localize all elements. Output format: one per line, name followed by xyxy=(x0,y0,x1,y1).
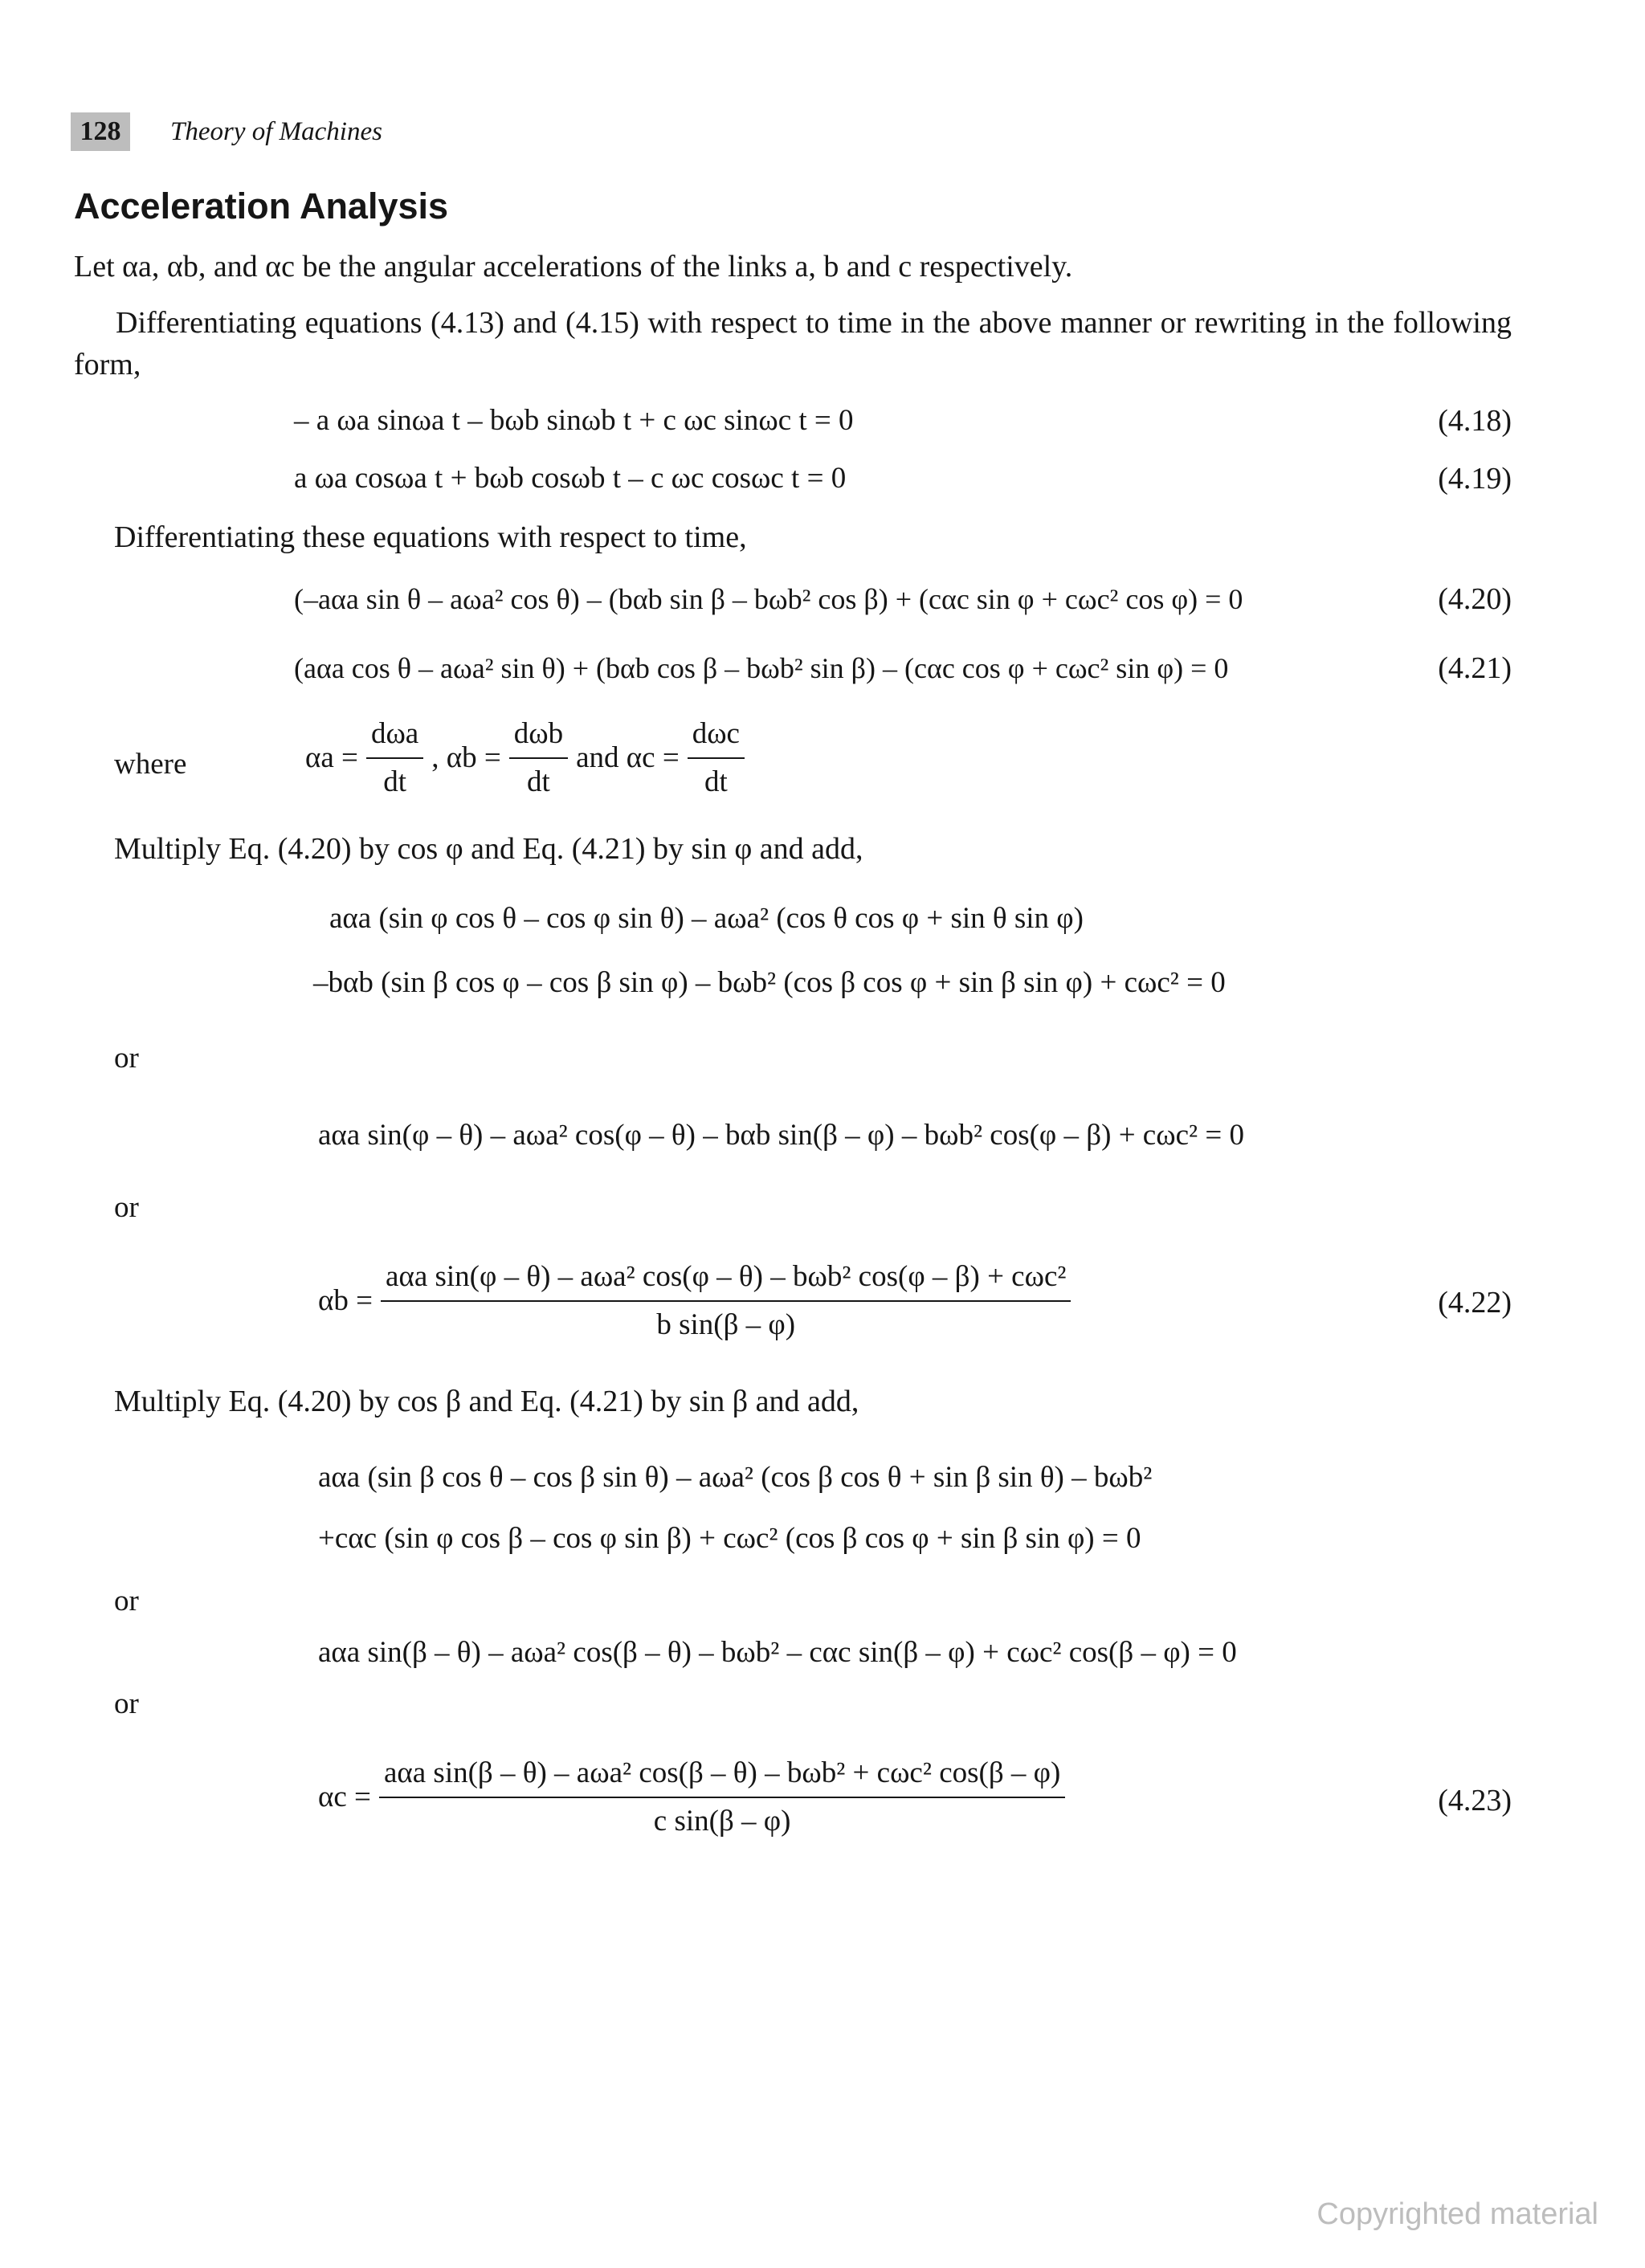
equation-number-4-19: (4.19) xyxy=(1438,462,1512,496)
fraction-alpha-c-result xyxy=(379,1752,1065,1842)
fraction-numerator: dωc xyxy=(688,713,745,759)
fraction-numerator: aαa sin(β – θ) – aωa² cos(β – θ) – bωb² + cωc² cos(β – φ) xyxy=(379,1752,1065,1798)
paragraph-differentiating-time: Differentiating these equations with respect to time, xyxy=(114,520,747,554)
fraction-alpha-a xyxy=(366,713,423,803)
derivative-definitions xyxy=(305,713,753,803)
equation-number-4-23: (4.23) xyxy=(1438,1784,1512,1817)
equation-multiplied-line1: aαa (sin φ cos θ – cos φ sin θ) – aωa² (cos θ cos φ + sin θ sin φ) xyxy=(329,902,1084,935)
fraction-denominator: dt xyxy=(383,765,406,798)
fraction-denominator: dt xyxy=(527,765,550,798)
equation-4-22 xyxy=(318,1256,1079,1346)
equation-number-4-22: (4.22) xyxy=(1438,1286,1512,1320)
fraction-denominator: b sin(β – φ) xyxy=(656,1308,796,1341)
equation-multiplied-line2: –bαb (sin β cos φ – cos β sin φ) – bωb² (cos β cos φ + sin β sin φ) + cωc² = 0 xyxy=(313,966,1226,999)
paragraph-multiply-cos-beta: Multiply Eq. (4.20) by cos β and Eq. (4.21) by sin β and add, xyxy=(114,1385,859,1418)
fraction-alpha-b-result xyxy=(381,1256,1071,1346)
or-label: or xyxy=(114,1191,139,1224)
fraction-numerator: dωb xyxy=(509,713,568,759)
equation-multiplied-line4: +cαc (sin φ cos β – cos φ sin β) + cωc² (cos β cos φ + sin β sin φ) = 0 xyxy=(318,1522,1141,1555)
equation-4-21: (aαa cos θ – aωa² sin θ) + (bαb cos β – bωb² sin β) – (cαc cos φ + cωc² sin φ) = 0 xyxy=(294,652,1229,684)
equation-simplified-2: aαa sin(β – θ) – aωa² cos(β – θ) – bωb² – cαc sin(β – φ) + cωc² cos(β – φ) = 0 xyxy=(318,1636,1237,1669)
where-label: where xyxy=(114,748,187,781)
equation-multiplied-line3: aαa (sin β cos θ – cos β sin θ) – aωa² (cos β cos θ + sin β sin θ) – bωb² xyxy=(318,1461,1153,1494)
alpha-b-result-lhs: αb = xyxy=(318,1284,373,1317)
page-number: 128 xyxy=(71,112,130,151)
equation-simplified-1: aαa sin(φ – θ) – aωa² cos(φ – θ) – bαb sin(β – φ) – bωb² cos(φ – β) + cωc² = 0 xyxy=(318,1119,1244,1152)
equation-4-20: (–aαa sin θ – aωa² cos θ) – (bαb sin β – bωb² cos β) + (cαc sin φ + cωc² cos φ) = 0 xyxy=(294,583,1243,615)
section-heading: Acceleration Analysis xyxy=(74,186,449,226)
equation-number-4-20: (4.20) xyxy=(1438,582,1512,616)
fraction-denominator: c sin(β – φ) xyxy=(653,1805,791,1838)
or-label: or xyxy=(114,1585,139,1617)
equation-4-23 xyxy=(318,1752,1073,1842)
copyright-watermark: Copyrighted material xyxy=(1316,2197,1598,2231)
fraction-numerator: dωa xyxy=(366,713,423,759)
equation-4-18: – a ωa sinωa t – bωb sinωb t + c ωc sinωc t = 0 xyxy=(294,404,854,437)
alpha-b-lhs: , αb = xyxy=(431,741,501,774)
equation-4-19: a ωa cosωa t + bωb cosωb t – c ωc cosωc t = 0 xyxy=(294,462,847,495)
paragraph-differentiating: Differentiating equations (4.13) and (4.15) with respect to time in the above manner or rewriting in the following form, xyxy=(74,306,1512,381)
fraction-denominator: dt xyxy=(704,765,728,798)
fraction-numerator: aαa sin(φ – θ) – aωa² cos(φ – θ) – bωb² cos(φ – β) + cωc² xyxy=(381,1256,1071,1302)
or-label: or xyxy=(114,1687,139,1720)
alpha-c-result-lhs: αc = xyxy=(318,1781,371,1813)
fraction-alpha-b xyxy=(509,713,568,803)
running-title: Theory of Machines xyxy=(170,117,382,146)
fraction-alpha-c xyxy=(688,713,745,803)
intro-paragraph: Let αa, αb, and αc be the angular accelerations of the links a, b and c respectively. xyxy=(74,250,1073,284)
equation-number-4-18: (4.18) xyxy=(1438,404,1512,438)
or-label: or xyxy=(114,1042,139,1075)
alpha-c-lhs: and αc = xyxy=(576,741,680,774)
paragraph-multiply-cos-phi: Multiply Eq. (4.20) by cos φ and Eq. (4.21) by sin φ and add, xyxy=(114,832,863,866)
alpha-a-lhs: αa = xyxy=(305,741,358,774)
equation-number-4-21: (4.21) xyxy=(1438,651,1512,685)
